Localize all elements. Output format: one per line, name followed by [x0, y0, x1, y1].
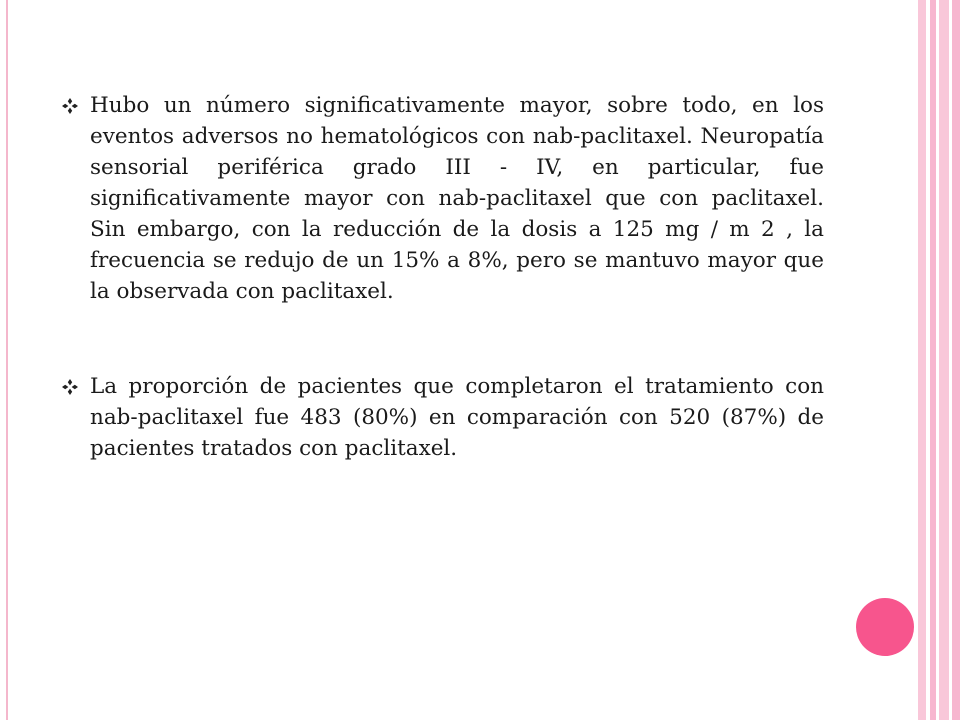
right-decorative-stripe	[918, 0, 926, 720]
left-border-line	[6, 0, 8, 720]
right-decorative-stripe	[939, 0, 949, 720]
decorative-circle	[856, 598, 914, 656]
bullet-item	[62, 371, 824, 464]
bullet-text: Hubo un número significativamente mayor, sobre todo, en los eventos adversos no hematológicos con nab-paclitaxel. Neuropatía sensorial periférica grado III - IV, en particular, fue significativamente mayor con nab-paclitaxel que con paclitaxel. Sin embargo, con la reducción de la dosis a 125 mg / m 2 , la frecuencia se redujo de un 15% a 8%, pero se mantuvo mayor que la observada con paclitaxel.	[90, 93, 824, 304]
diamond-bullet-icon	[62, 379, 78, 395]
bullet-text: La proporción de pacientes que completaron el tratamiento con nab-paclitaxel fue 483 (80%) en comparación con 520 (87%) de pacientes tratados con paclitaxel.	[90, 374, 824, 461]
right-decorative-stripe	[952, 0, 960, 720]
bullet-item	[62, 90, 824, 307]
bullet-list	[62, 90, 824, 464]
diamond-bullet-icon	[62, 98, 78, 114]
